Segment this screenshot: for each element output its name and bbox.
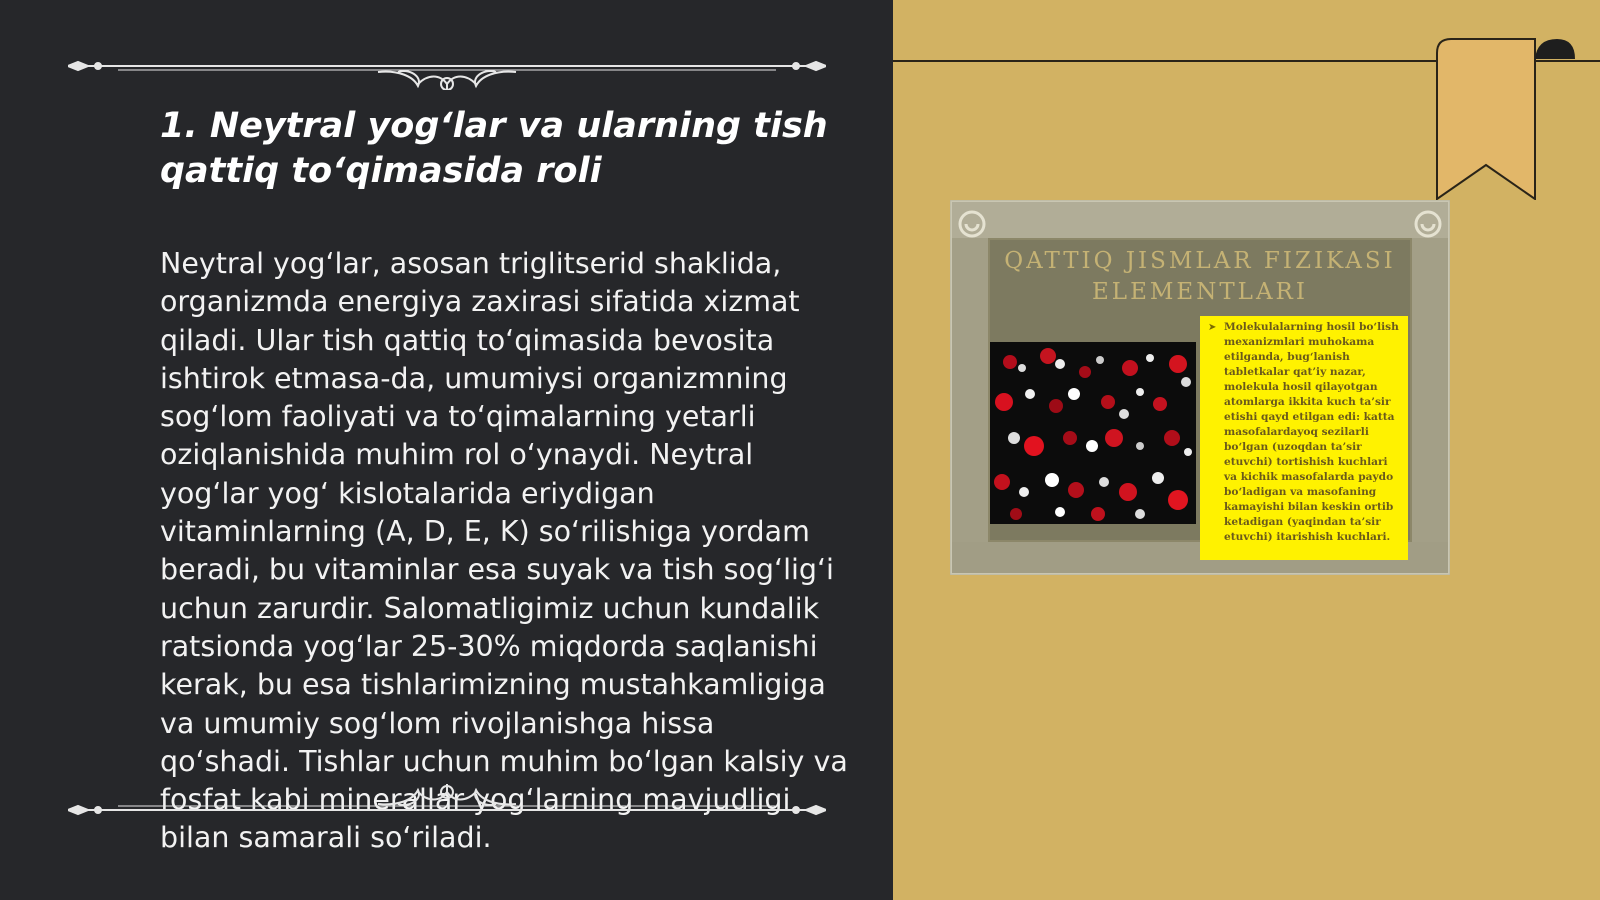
bullet-arrow-icon: ➤ [1208,322,1217,333]
definition-text: Molekulalarning hosil bo‘lish mexanizmlari muhokama etilganda, bug‘lanish tabletkalar qat’iy nazar, molekula hosil qilayotgan atomlarga ikkita kuch ta’sir etishi qayd etilgan edi: katta masofalardayoq sezilarli bo‘lgan (uzoqdan ta’sir etuvchi) tortishish kuchlari va kichik masofalarda paydo bo‘ladigan va masofaning kamayishi bilan keskin ortib ketadigan (yaqindan ta’sir etuvchi) itarishish kuchlari. [1224,321,1399,543]
slide-title: 1. Neytral yog‘lar va ularning tish qattiq to‘qimasida roli [160,106,828,191]
molecule-icon [990,342,1196,524]
ornament-divider-bottom-icon [68,784,826,834]
ornament-divider-top-icon [68,40,826,90]
embedded-slide-title: QATTIQ JISMLAR FIZIKASI ELEMENTLARI [1004,248,1396,305]
slide-body-text: Neytral yog‘lar, asosan triglitserid shaklida, organizmda energiya zaxirasi sifatida xizmat qiladi. Ular tish qattiq to‘qimasida bevosita ishtirok etmasa-da, umumiysi organizmning sog‘lom faoliyati va to‘qimalarning yetarli oziqlanishida muhim rol o‘ynaydi. Neytral yog‘lar yog‘ kislotalarida eriydigan vitaminlarning (A, D, E, K) so‘rilishiga yordam beradi, bu vitaminlar esa suyak va tish sog‘lig‘i uchun zarurdir. Salomatligimiz uchun kundalik ratsionda yog‘lar 25-30% miqdorda saqlanishi kerak, bu esa tishlarimizning mustahkamligiga va umumiy sog‘lom rivojlanishga hissa qo‘shadi. Tishlar uchun muhim bo‘lgan kalsiy va fosfat kabi minerallar yog‘larning mavjudligi bilan samarali so‘riladi. [160,247,848,855]
bookmark-icon [1435,37,1575,200]
embedded-slide-image [950,200,1450,575]
definition-box [1200,316,1408,560]
